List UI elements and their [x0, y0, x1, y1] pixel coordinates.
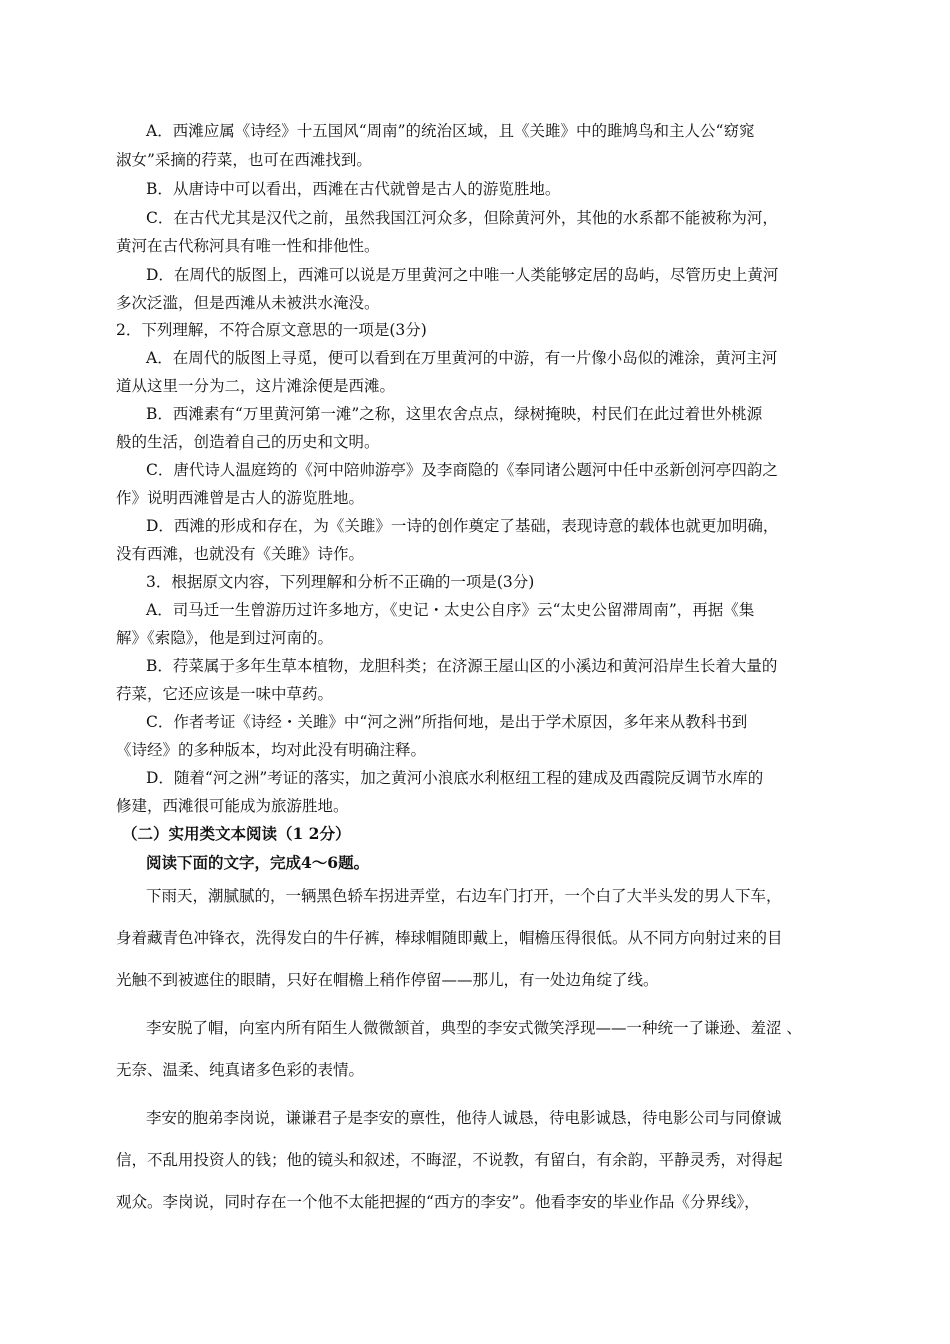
q1-option-c-line2: 黄河在古代称河具有唯一性和排他性。: [116, 237, 380, 255]
q1-option-c-line1: C．在古代尤其是汉代之前，虽然我国江河众多，但除黄河外，其他的水系都不能被称为河，: [146, 209, 778, 227]
q2-option-b-line1: B．西滩素有“万里黄河第一滩”之称，这里农舍点点，绿树掩映，村民们在此过着世外桃源: [146, 405, 763, 423]
q1-option-a-line1: A．西滩应属《诗经》十五国风“周南”的统治区域，且《关雎》中的雎鸠鸟和主人公“窈窕: [146, 122, 755, 140]
passage-line-6: 李安的胞弟李岗说，谦谦君子是李安的禀性，他待人诚恳，待电影诚恳，待电影公司与同僚诚: [146, 1109, 782, 1127]
q2-option-a-line1: A．在周代的版图上寻觅，便可以看到在万里黄河的中游，有一片像小岛似的滩涂，黄河主河: [146, 349, 778, 367]
q3-option-a-line2: 解》《索隐》，他是到过河南的。: [116, 629, 334, 647]
q1-option-a-line2: 淑女”采摘的荇菜，也可在西滩找到。: [116, 151, 372, 169]
q3-option-c-line1: C．作者考证《诗经・关雎》中“河之洲”所指何地，是出于学术原因，多年来从教科书到: [146, 713, 748, 731]
passage-line-8: 观众。李岗说，同时存在一个他不太能把握的“西方的李安”。他看李安的毕业作品《分界线》，: [116, 1193, 760, 1211]
passage-line-4: 李安脱了帽，向室内所有陌生人微微颔首，典型的李安式微笑浮现——一种统一了谦逊、羞涩 、: [146, 1019, 802, 1037]
q3-option-d-line2: 修建，西滩很可能成为旅游胜地。: [116, 797, 349, 815]
passage-line-7: 信，不乱用投资人的钱；他的镜头和叙述，不晦涩，不说教，有留白，有余韵，平静灵秀，对得起: [116, 1151, 783, 1169]
q2-option-a-line2: 道从这里一分为二，这片滩涂便是西滩。: [116, 377, 396, 395]
q3-stem: 3．根据原文内容，下列理解和分析不正确的一项是(3分): [146, 573, 535, 591]
q3-option-a-line1: A．司马迁一生曾游历过许多地方，《史记・太史公自序》云“太史公留滞周南”，再据《集: [146, 601, 755, 619]
q1-option-b-line1: B．从唐诗中可以看出，西滩在古代就曾是古人的游览胜地。: [146, 180, 561, 198]
q1-option-d-line2: 多次泛滥，但是西滩从未被洪水淹没。: [116, 294, 380, 312]
q2-option-b-line2: 般的生活，创造着自己的历史和文明。: [116, 433, 380, 451]
q2-option-d-line2: 没有西滩，也就没有《关雎》诗作。: [116, 545, 365, 563]
q2-option-c-line2: 作》说明西滩曾是古人的游览胜地。: [116, 489, 365, 507]
q3-option-b-line1: B．荇菜属于多年生草本植物，龙胆科类；在济源王屋山区的小溪边和黄河沿岸生长着大量的: [146, 657, 778, 675]
section-heading: （二）实用类文本阅读（1 2分）: [122, 824, 351, 843]
q1-option-d-line1: D．在周代的版图上，西滩可以说是万里黄河之中唯一人类能够定居的岛屿，尽管历史上黄河: [146, 266, 779, 284]
passage-line-2: 身着藏青色冲锋衣，洗得发白的牛仔裤，棒球帽随即戴上，帽檐压得很低。从不同方向射过来的目: [116, 929, 783, 947]
q2-option-c-line1: C．唐代诗人温庭筠的《河中陪帅游亭》及李商隐的《奉同诸公题河中任中丞新创河亭四韵之: [146, 461, 778, 479]
section-instruction: 阅读下面的文字，完成4～6题。: [146, 853, 370, 872]
q2-stem: 2．下列理解，不符合原文意思的一项是(3分): [116, 321, 427, 339]
q3-option-d-line1: D．随着“河之洲”考证的落实，加之黄河小浪底水利枢纽工程的建成及西霞院反调节水库的: [146, 769, 764, 787]
passage-line-1: 下雨天，潮腻腻的，一辆黑色轿车拐进弄堂，右边车门打开，一个白了大半头发的男人下车，: [146, 887, 782, 905]
passage-line-3: 光触不到被遮住的眼睛，只好在帽檐上稍作停留——那儿，有一处边角绽了线。: [116, 971, 659, 989]
q2-option-d-line1: D．西滩的形成和存在，为《关雎》一诗的创作奠定了基础，表现诗意的载体也就更加明确，: [146, 517, 779, 535]
q3-option-b-line2: 荇菜，它还应该是一味中草药。: [116, 685, 334, 703]
passage-line-5: 无奈、温柔、纯真诸多色彩的表情。: [116, 1061, 365, 1079]
q3-option-c-line2: 《诗经》的多种版本，均对此没有明确注释。: [116, 741, 427, 759]
